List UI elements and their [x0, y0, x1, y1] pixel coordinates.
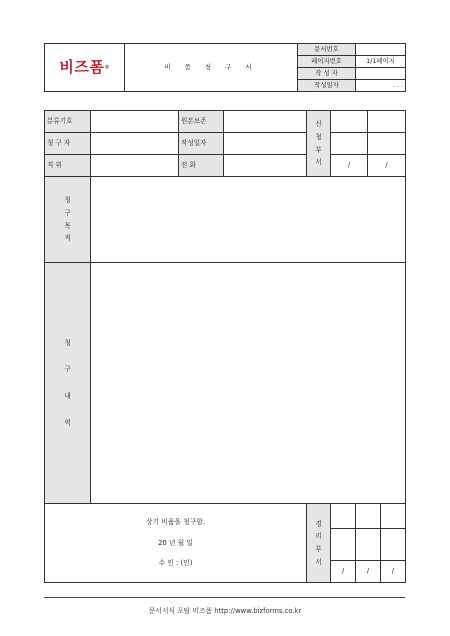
- signature-line[interactable]: 수 인 : (인): [158, 559, 193, 568]
- accounting-sign-1[interactable]: [331, 528, 356, 560]
- main-form-table: [44, 110, 406, 583]
- meta-value-doc-number[interactable]: [356, 44, 406, 56]
- request-statement-text: 상기 비품을 청구함.: [145, 517, 205, 526]
- label-requester: 청 구 자: [45, 133, 91, 155]
- approval-sign-2[interactable]: [368, 133, 406, 155]
- field-original-keep[interactable]: [224, 111, 307, 133]
- footer-text: 문서서식 포탈 비즈폼 http://www.bizforms.co.kr: [148, 607, 302, 615]
- field-position[interactable]: [91, 155, 179, 177]
- label-request-purpose: 청 구 목 적: [45, 177, 91, 263]
- accounting-sign-3[interactable]: [380, 528, 405, 560]
- field-phone[interactable]: [224, 155, 307, 177]
- field-request-purpose[interactable]: [91, 177, 406, 263]
- label-request-details: 청 구 내 역: [45, 263, 91, 504]
- label-classification: 분류기호: [45, 111, 91, 133]
- meta-value-date[interactable]: . . .: [356, 80, 406, 92]
- accounting-date-2[interactable]: /: [356, 560, 381, 582]
- header-table: [44, 43, 406, 92]
- label-accounting-dept: 경 리 부 서: [307, 504, 331, 583]
- accounting-box-3[interactable]: [380, 504, 405, 528]
- logo: [45, 44, 125, 92]
- field-requester[interactable]: [91, 133, 179, 155]
- accounting-box-1[interactable]: [331, 504, 356, 528]
- accounting-date-1[interactable]: /: [331, 560, 356, 582]
- field-write-date[interactable]: [224, 133, 307, 155]
- logo-text: 비즈폼: [59, 58, 105, 76]
- accounting-grid-table: [331, 504, 405, 582]
- approval-sign-1[interactable]: [331, 133, 368, 155]
- document-title: 비 품 청 구 서: [125, 44, 298, 92]
- field-request-details[interactable]: [91, 263, 406, 504]
- approval-date-2[interactable]: /: [368, 155, 406, 177]
- meta-label-page-number: 페이지번호: [298, 56, 356, 68]
- field-classification[interactable]: [91, 111, 179, 133]
- meta-label-date: 작성일자: [298, 80, 356, 92]
- meta-value-page-number: 1/1페이지: [356, 56, 406, 68]
- label-original-keep: 원본보존: [179, 111, 224, 133]
- meta-label-doc-number: 문서번호: [298, 44, 356, 56]
- approval-box-2[interactable]: [368, 111, 406, 133]
- request-date-text: 20 년 월 일: [158, 538, 193, 547]
- label-position: 직 위: [45, 155, 91, 177]
- meta-label-author: 작 성 자: [298, 68, 356, 80]
- footer-divider: [44, 597, 405, 598]
- accounting-box-2[interactable]: [356, 504, 381, 528]
- approval-date-1[interactable]: /: [331, 155, 368, 177]
- meta-value-author[interactable]: [356, 68, 406, 80]
- accounting-sign-2[interactable]: [356, 528, 381, 560]
- label-phone: 전 화: [179, 155, 224, 177]
- accounting-approval-grid: [331, 504, 406, 583]
- accounting-date-3[interactable]: /: [380, 560, 405, 582]
- request-statement: [45, 504, 307, 583]
- approval-box-1[interactable]: [331, 111, 368, 133]
- label-write-date: 작성일자: [179, 133, 224, 155]
- registered-mark-icon: ®: [104, 64, 110, 71]
- label-requesting-dept: 신 청 부 서: [307, 111, 331, 177]
